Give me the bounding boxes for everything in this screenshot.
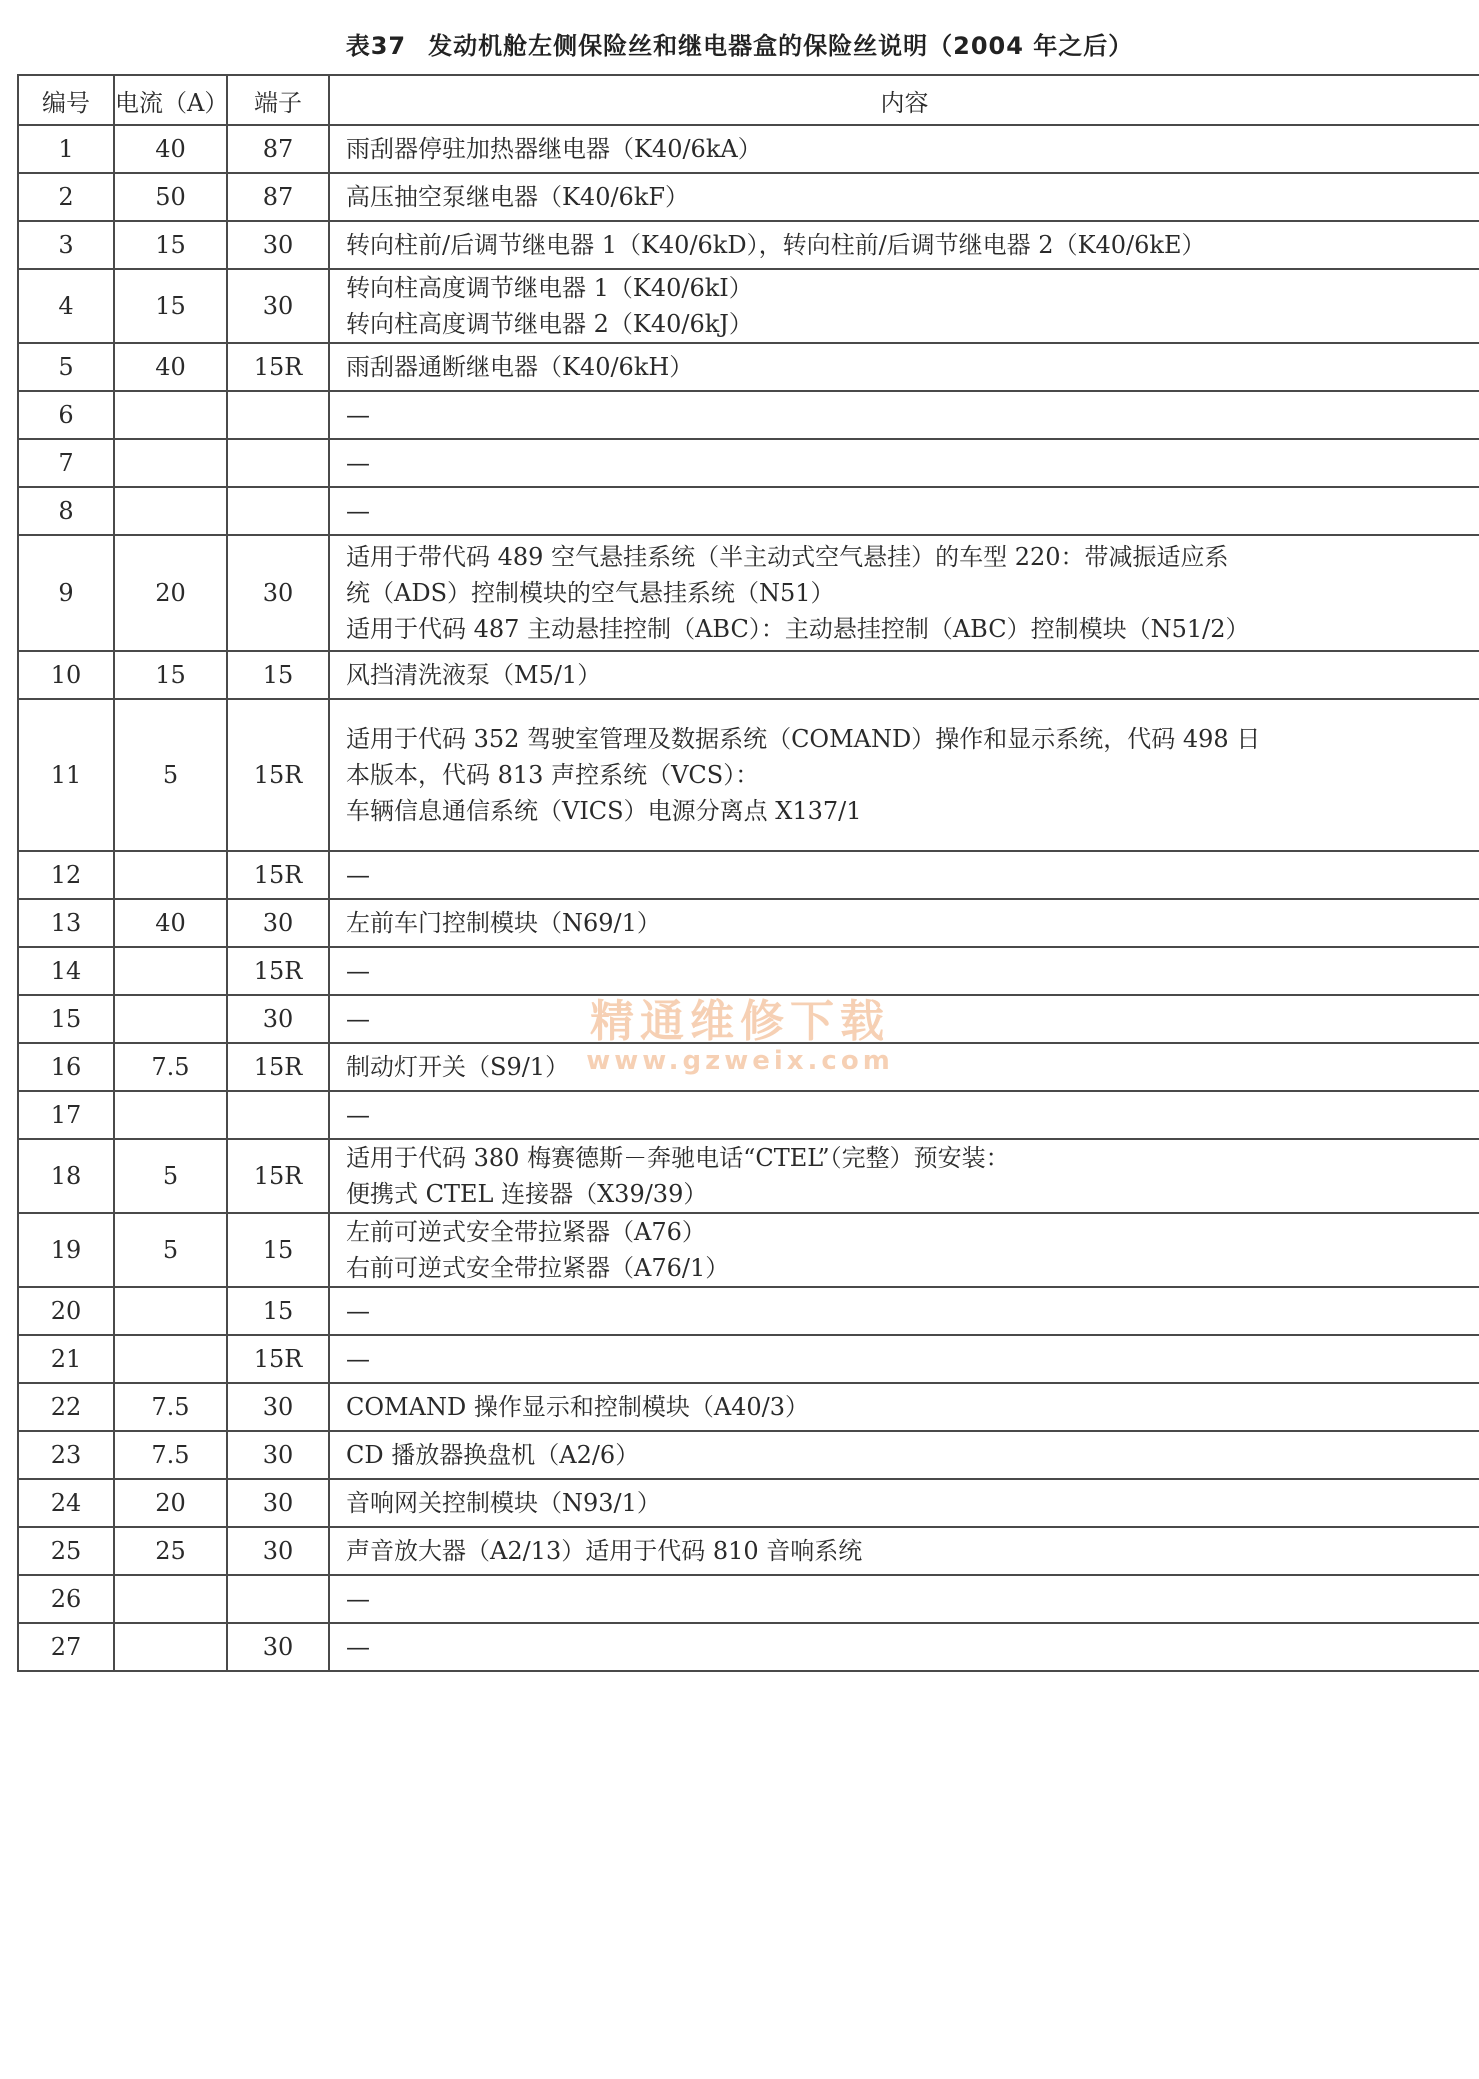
content-line: — bbox=[346, 401, 370, 429]
table-title: 发动机舱左侧保险丝和继电器盒的保险丝说明（2004 年之后） bbox=[428, 32, 1134, 60]
cell-current: 15 bbox=[114, 221, 227, 269]
table-row bbox=[18, 1335, 1479, 1383]
cell-current bbox=[114, 1575, 227, 1623]
cell-current: 15 bbox=[114, 269, 227, 343]
content-line: 便携式 CTEL 连接器（X39/39） bbox=[346, 1180, 708, 1208]
cell-current: 5 bbox=[114, 699, 227, 851]
content-line: 转向柱高度调节继电器 1（K40/6kI） bbox=[346, 274, 753, 302]
cell-current: 5 bbox=[114, 1213, 227, 1287]
cell-content bbox=[329, 1043, 1479, 1091]
content-line: 转向柱前/后调节继电器 1（K40/6kD），转向柱前/后调节继电器 2（K40/6kE） bbox=[346, 231, 1206, 259]
cell-current bbox=[114, 1623, 227, 1671]
cell-current: 7.5 bbox=[114, 1431, 227, 1479]
cell-no: 23 bbox=[18, 1431, 114, 1479]
cell-content bbox=[329, 1139, 1479, 1213]
content-line: 转向柱高度调节继电器 2（K40/6kJ） bbox=[346, 310, 753, 338]
cell-no: 1 bbox=[18, 125, 114, 173]
content-line: — bbox=[346, 1101, 370, 1129]
content-line: — bbox=[346, 1633, 370, 1661]
cell-terminal: 30 bbox=[227, 1431, 329, 1479]
cell-current bbox=[114, 995, 227, 1043]
cell-terminal: 15 bbox=[227, 1287, 329, 1335]
cell-content bbox=[329, 173, 1479, 221]
cell-current bbox=[114, 487, 227, 535]
content-line: 声音放大器（A2/13）适用于代码 810 音响系统 bbox=[346, 1537, 863, 1565]
cell-no: 8 bbox=[18, 487, 114, 535]
table-row bbox=[18, 1091, 1479, 1139]
cell-no: 18 bbox=[18, 1139, 114, 1213]
cell-no: 2 bbox=[18, 173, 114, 221]
content-line: 适用于代码 352 驾驶室管理及数据系统（COMAND）操作和显示系统，代码 498 日 bbox=[346, 725, 1261, 753]
table-row bbox=[18, 947, 1479, 995]
cell-terminal: 30 bbox=[227, 1623, 329, 1671]
cell-current: 20 bbox=[114, 1479, 227, 1527]
content-line: 制动灯开关（S9/1） bbox=[346, 1053, 570, 1081]
content-line: 右前可逆式安全带拉紧器（A76/1） bbox=[346, 1254, 730, 1282]
cell-terminal: 15R bbox=[227, 1043, 329, 1091]
cell-current bbox=[114, 1287, 227, 1335]
table-row bbox=[18, 173, 1479, 221]
table-row bbox=[18, 1623, 1479, 1671]
content-line: 适用于带代码 489 空气悬挂系统（半主动式空气悬挂）的车型 220：带减振适应系 bbox=[346, 543, 1229, 571]
cell-current: 7.5 bbox=[114, 1383, 227, 1431]
cell-terminal: 15R bbox=[227, 699, 329, 851]
header-current: 电流（A） bbox=[114, 75, 227, 125]
table-caption bbox=[0, 26, 1479, 61]
content-line: 雨刮器停驻加热器继电器（K40/6kA） bbox=[346, 135, 762, 163]
cell-current bbox=[114, 439, 227, 487]
cell-no: 15 bbox=[18, 995, 114, 1043]
content-line: — bbox=[346, 449, 370, 477]
cell-no: 17 bbox=[18, 1091, 114, 1139]
cell-content bbox=[329, 995, 1479, 1047]
cell-no: 9 bbox=[18, 535, 114, 651]
table-row bbox=[18, 487, 1479, 535]
cell-terminal: 30 bbox=[227, 269, 329, 343]
table-row bbox=[18, 1527, 1479, 1575]
cell-current: 40 bbox=[114, 125, 227, 173]
table-row bbox=[18, 1213, 1479, 1287]
cell-content bbox=[329, 1383, 1479, 1431]
content-line: 本版本，代码 813 声控系统（VCS）： bbox=[346, 761, 760, 789]
cell-current bbox=[114, 1335, 227, 1383]
table-row bbox=[18, 1479, 1479, 1527]
cell-content bbox=[329, 487, 1479, 535]
table-row bbox=[18, 1383, 1479, 1431]
content-line: 适用于代码 380 梅赛德斯－奔驰电话“CTEL”（完整）预安装： bbox=[346, 1144, 1010, 1172]
cell-no: 10 bbox=[18, 651, 114, 699]
cell-terminal: 30 bbox=[227, 221, 329, 269]
cell-terminal: 30 bbox=[227, 899, 329, 947]
cell-no: 7 bbox=[18, 439, 114, 487]
cell-terminal bbox=[227, 1575, 329, 1623]
table-row bbox=[18, 699, 1479, 851]
table-row bbox=[18, 439, 1479, 487]
header-content: 内容 bbox=[329, 75, 1479, 125]
table-row bbox=[18, 221, 1479, 269]
cell-no: 22 bbox=[18, 1383, 114, 1431]
cell-no: 19 bbox=[18, 1213, 114, 1287]
cell-no: 20 bbox=[18, 1287, 114, 1335]
cell-no: 13 bbox=[18, 899, 114, 947]
table-row bbox=[18, 1431, 1479, 1479]
table-row bbox=[18, 1043, 1479, 1091]
cell-current bbox=[114, 947, 227, 995]
header-terminal: 端子 bbox=[227, 75, 329, 125]
cell-terminal bbox=[227, 439, 329, 487]
table-row bbox=[18, 535, 1479, 651]
table-row bbox=[18, 995, 1479, 1043]
table-row bbox=[18, 343, 1479, 391]
cell-no: 12 bbox=[18, 851, 114, 899]
cell-current: 15 bbox=[114, 651, 227, 699]
cell-no: 25 bbox=[18, 1527, 114, 1575]
cell-current: 50 bbox=[114, 173, 227, 221]
cell-content bbox=[329, 1431, 1479, 1479]
table-row bbox=[18, 125, 1479, 173]
cell-content bbox=[329, 1213, 1479, 1287]
cell-current: 40 bbox=[114, 899, 227, 947]
content-line: 统（ADS）控制模块的空气悬挂系统（N51） bbox=[346, 579, 835, 607]
cell-current bbox=[114, 391, 227, 439]
cell-content bbox=[329, 1575, 1479, 1623]
content-line: 车辆信息通信系统（VICS）电源分离点 X137/1 bbox=[346, 797, 862, 825]
cell-terminal: 15R bbox=[227, 947, 329, 995]
watermark-line2: www.gzweix.com bbox=[586, 1046, 894, 1076]
cell-no: 27 bbox=[18, 1623, 114, 1671]
cell-terminal bbox=[227, 487, 329, 535]
cell-content bbox=[329, 699, 1479, 851]
cell-terminal bbox=[227, 1091, 329, 1139]
table-row bbox=[18, 1287, 1479, 1335]
cell-terminal: 15 bbox=[227, 1213, 329, 1287]
table-row bbox=[18, 1575, 1479, 1623]
content-line: 左前车门控制模块（N69/1） bbox=[346, 909, 661, 937]
table-body bbox=[18, 125, 1479, 1671]
content-line: — bbox=[346, 497, 370, 525]
content-line: — bbox=[346, 1297, 370, 1325]
content-line: 风挡清洗液泵（M5/1） bbox=[346, 661, 602, 689]
cell-no: 3 bbox=[18, 221, 114, 269]
table-row bbox=[18, 899, 1479, 947]
cell-content bbox=[329, 1479, 1479, 1527]
cell-content bbox=[329, 535, 1479, 651]
table-row bbox=[18, 651, 1479, 699]
content-line: 高压抽空泵继电器（K40/6kF） bbox=[346, 183, 690, 211]
table-row bbox=[18, 851, 1479, 899]
table-row bbox=[18, 1139, 1479, 1213]
cell-no: 14 bbox=[18, 947, 114, 995]
cell-terminal: 15 bbox=[227, 651, 329, 699]
cell-content bbox=[329, 439, 1479, 487]
cell-terminal: 15R bbox=[227, 343, 329, 391]
content-line: 适用于代码 487 主动悬挂控制（ABC）：主动悬挂控制（ABC）控制模块（N51/2） bbox=[346, 615, 1250, 643]
cell-content bbox=[329, 343, 1479, 391]
cell-no: 21 bbox=[18, 1335, 114, 1383]
cell-no: 5 bbox=[18, 343, 114, 391]
fuse-table bbox=[17, 74, 1479, 1672]
cell-content bbox=[329, 125, 1479, 173]
content-line: COMAND 操作显示和控制模块（A40/3） bbox=[346, 1393, 810, 1421]
cell-terminal: 30 bbox=[227, 1527, 329, 1575]
content-line: — bbox=[346, 957, 370, 985]
cell-content bbox=[329, 1287, 1479, 1335]
cell-content bbox=[329, 1335, 1479, 1383]
cell-content bbox=[329, 651, 1479, 699]
table-row bbox=[18, 269, 1479, 343]
content-line: — bbox=[346, 1005, 370, 1033]
cell-terminal: 30 bbox=[227, 1479, 329, 1527]
cell-content bbox=[329, 1527, 1479, 1575]
cell-content bbox=[329, 851, 1479, 899]
content-line: — bbox=[346, 1345, 370, 1373]
cell-current bbox=[114, 851, 227, 899]
cell-current: 25 bbox=[114, 1527, 227, 1575]
cell-terminal: 15R bbox=[227, 851, 329, 899]
cell-content bbox=[329, 391, 1479, 439]
content-line: 左前可逆式安全带拉紧器（A76） bbox=[346, 1218, 706, 1246]
cell-content bbox=[329, 1623, 1479, 1671]
watermark-line1: 精通维修下载 bbox=[590, 996, 890, 1047]
content-line: CD 播放器换盘机（A2/6） bbox=[346, 1441, 640, 1469]
cell-terminal: 30 bbox=[227, 535, 329, 651]
cell-current: 40 bbox=[114, 343, 227, 391]
cell-terminal bbox=[227, 391, 329, 439]
cell-no: 24 bbox=[18, 1479, 114, 1527]
header-no: 编号 bbox=[18, 75, 114, 125]
cell-no: 6 bbox=[18, 391, 114, 439]
cell-terminal: 15R bbox=[227, 1139, 329, 1213]
cell-terminal: 87 bbox=[227, 173, 329, 221]
content-line: — bbox=[346, 861, 370, 889]
content-line: 音响网关控制模块（N93/1） bbox=[346, 1489, 661, 1517]
header-row bbox=[18, 75, 1479, 125]
cell-terminal: 15R bbox=[227, 1335, 329, 1383]
content-line: — bbox=[346, 1585, 370, 1613]
table-row bbox=[18, 391, 1479, 439]
table-number: 表37 bbox=[345, 32, 407, 60]
cell-content bbox=[329, 899, 1479, 947]
cell-current bbox=[114, 1091, 227, 1139]
cell-terminal: 30 bbox=[227, 1383, 329, 1431]
cell-no: 4 bbox=[18, 269, 114, 343]
cell-content bbox=[329, 269, 1479, 343]
content-line: 雨刮器通断继电器（K40/6kH） bbox=[346, 353, 694, 381]
cell-current: 5 bbox=[114, 1139, 227, 1213]
cell-terminal: 87 bbox=[227, 125, 329, 173]
cell-no: 16 bbox=[18, 1043, 114, 1091]
cell-content bbox=[329, 947, 1479, 995]
cell-current: 20 bbox=[114, 535, 227, 651]
cell-content bbox=[329, 221, 1479, 269]
cell-current: 7.5 bbox=[114, 1043, 227, 1091]
cell-content bbox=[329, 1091, 1479, 1139]
cell-no: 11 bbox=[18, 699, 114, 851]
cell-no: 26 bbox=[18, 1575, 114, 1623]
cell-terminal: 30 bbox=[227, 995, 329, 1043]
